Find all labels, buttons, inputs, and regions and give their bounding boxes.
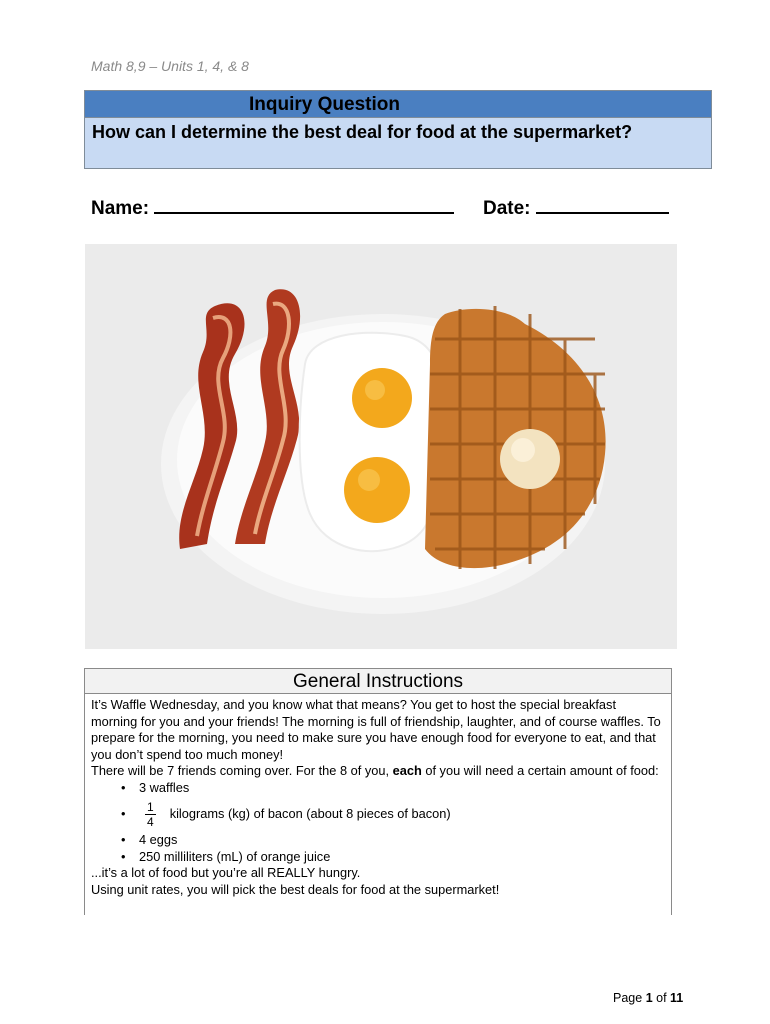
instructions-paragraph-2: There will be 7 friends coming over. For the 8 of you, each of you will need a certain amount of food: xyxy=(91,763,659,778)
instructions-title: General Instructions xyxy=(85,669,671,694)
page-number: Page 1 of 11 xyxy=(613,991,684,1005)
date-blank[interactable] xyxy=(536,193,669,214)
inquiry-question: How can I determine the best deal for food at the supermarket? xyxy=(85,118,711,168)
list-item-waffles: • 3 waffles xyxy=(117,780,665,797)
breakfast-photo xyxy=(85,244,677,649)
instructions-paragraph-1: It’s Waffle Wednesday, and you know what that means? You get to host the special breakfast morning for you and your friends! The morning is full of friendship, laughter, and of course waffles. To prepare for the morning, you need to make sure you have enough food for everyone to eat, and that you don’t spend too much money! xyxy=(91,697,661,762)
date-label: Date: xyxy=(483,198,531,219)
fraction-quarter: • $\frac{1}{4}$ xyxy=(147,799,154,829)
inquiry-title: Inquiry Question xyxy=(85,91,711,118)
list-item-eggs: • 4 eggs xyxy=(117,832,665,849)
emphasis-each: each xyxy=(392,763,422,778)
name-label: Name: xyxy=(91,198,150,219)
instructions-closing-1: ...it’s a lot of food but you’re all REALLY hungry. xyxy=(91,865,361,880)
inquiry-box xyxy=(84,90,712,169)
header-note: Math 8,9 – Units 1, 4, & 8 xyxy=(91,58,249,74)
list-item-juice: • 250 milliliters (mL) of orange juice xyxy=(117,849,665,866)
food-list xyxy=(91,780,665,866)
instructions-closing-2: Using unit rates, you will pick the best deals for food at the supermarket! xyxy=(91,881,500,897)
list-item-bacon: • $\frac{1}{4}$ kilograms (kg) of bacon (about 8 pieces of bacon) xyxy=(117,796,665,832)
date-field[interactable] xyxy=(483,193,669,220)
name-field[interactable] xyxy=(91,193,454,220)
general-instructions xyxy=(84,668,672,915)
instructions-body xyxy=(85,694,671,915)
name-blank[interactable] xyxy=(154,193,454,214)
